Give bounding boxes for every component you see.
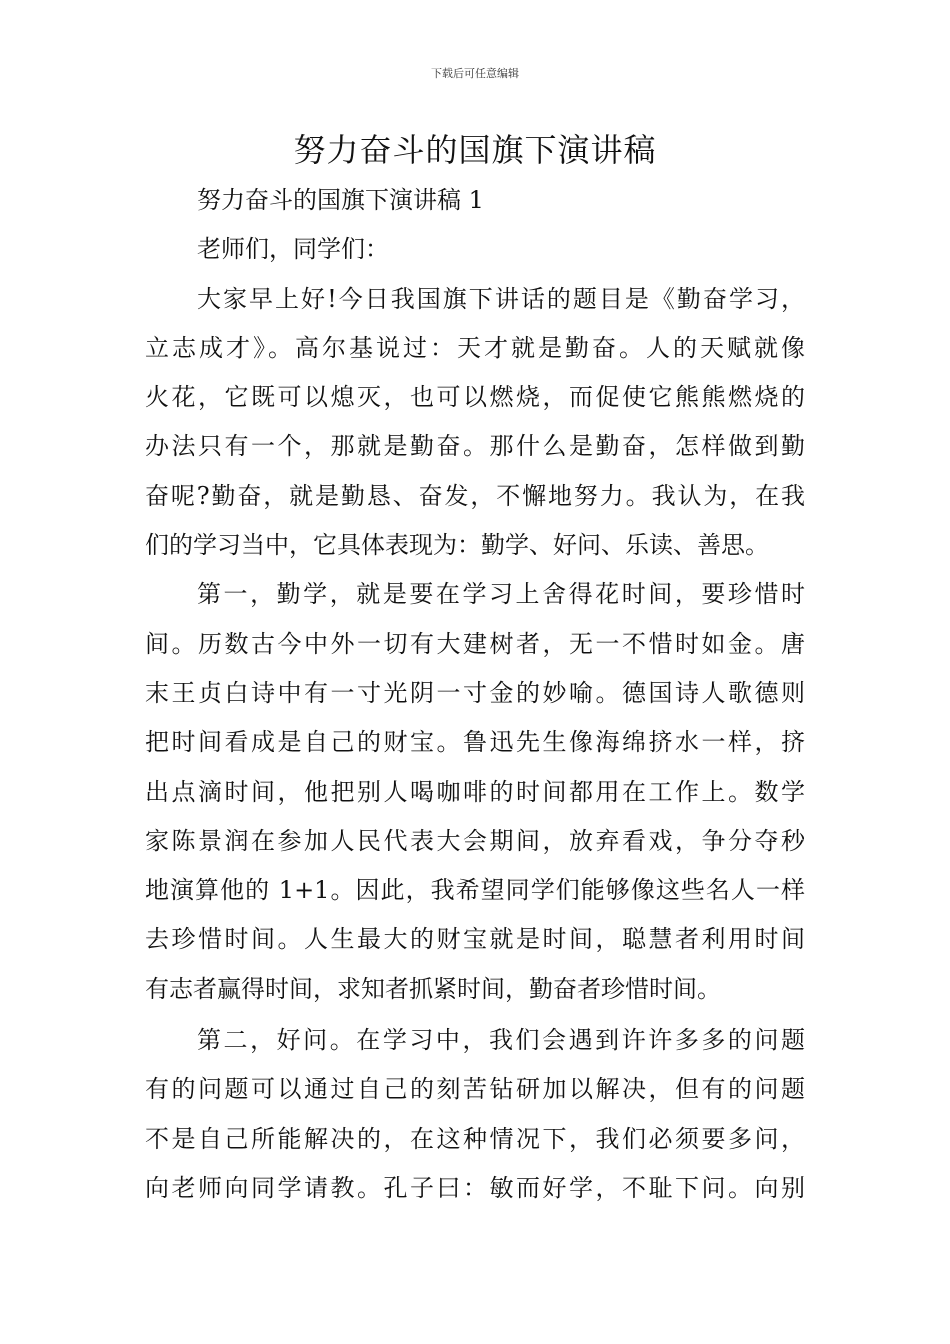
paragraph-line: 有志者赢得时间，求知者抓紧时间，勤奋者珍惜时间。 — [145, 974, 721, 1003]
paragraph-line: 们的学习当中，它具体表现为：勤学、好问、乐读、善思。 — [145, 531, 769, 560]
paragraph-line: 第二，好问。在学习中，我们会遇到许许多多的问题 — [197, 1026, 805, 1055]
paragraph-line: 向老师向同学请教。孔子曰：敏而好学，不耻下问。向别 — [145, 1173, 805, 1202]
paragraph-line: 奋呢?勤奋，就是勤恳、奋发，不懈地努力。我认为，在我 — [145, 481, 805, 510]
paragraph-line: 出点滴时间，他把别人喝咖啡的时间都用在工作上。数学 — [145, 777, 805, 806]
paragraph-line: 火花，它既可以熄灭，也可以燃烧，而促使它熊熊燃烧的 — [145, 383, 805, 412]
header-note: 下载后可任意编辑 — [431, 67, 519, 80]
paragraph-line: 去珍惜时间。人生最大的财宝就是时间，聪慧者利用时间 — [145, 925, 805, 954]
document-title: 努力奋斗的国旗下演讲稿 — [293, 131, 657, 169]
paragraph-line: 把时间看成是自己的财宝。鲁迅先生像海绵挤水一样，挤 — [145, 728, 805, 757]
section-heading: 努力奋斗的国旗下演讲稿 1 — [197, 186, 484, 214]
paragraph-line: 不是自己所能解决的，在这种情况下，我们必须要多问， — [145, 1124, 805, 1153]
paragraph-line: 办法只有一个，那就是勤奋。那什么是勤奋，怎样做到勤 — [145, 432, 805, 461]
paragraph-line: 地演算他的 1+1。因此，我希望同学们能够像这些名人一样 — [145, 876, 805, 905]
paragraph-line: 第一，勤学，就是要在学习上舍得花时间，要珍惜时 — [197, 580, 805, 609]
document-body — [145, 176, 805, 1213]
paragraph-line: 家陈景润在参加人民代表大会期间，放弃看戏，争分夺秒 — [145, 826, 805, 855]
salutation-line: 老师们，同学们： — [197, 235, 389, 264]
paragraph-line: 大家早上好!今日我国旗下讲话的题目是《勤奋学习， — [197, 284, 805, 313]
paragraph-line: 间。历数古今中外一切有大建树者，无一不惜时如金。唐 — [145, 629, 805, 658]
paragraph-line: 立志成才》。高尔基说过：天才就是勤奋。人的天赋就像 — [145, 333, 805, 362]
paragraph-line: 末王贞白诗中有一寸光阴一寸金的妙喻。德国诗人歌德则 — [145, 678, 805, 707]
paragraph-line: 有的问题可以通过自己的刻苦钻研加以解决，但有的问题 — [145, 1075, 805, 1104]
